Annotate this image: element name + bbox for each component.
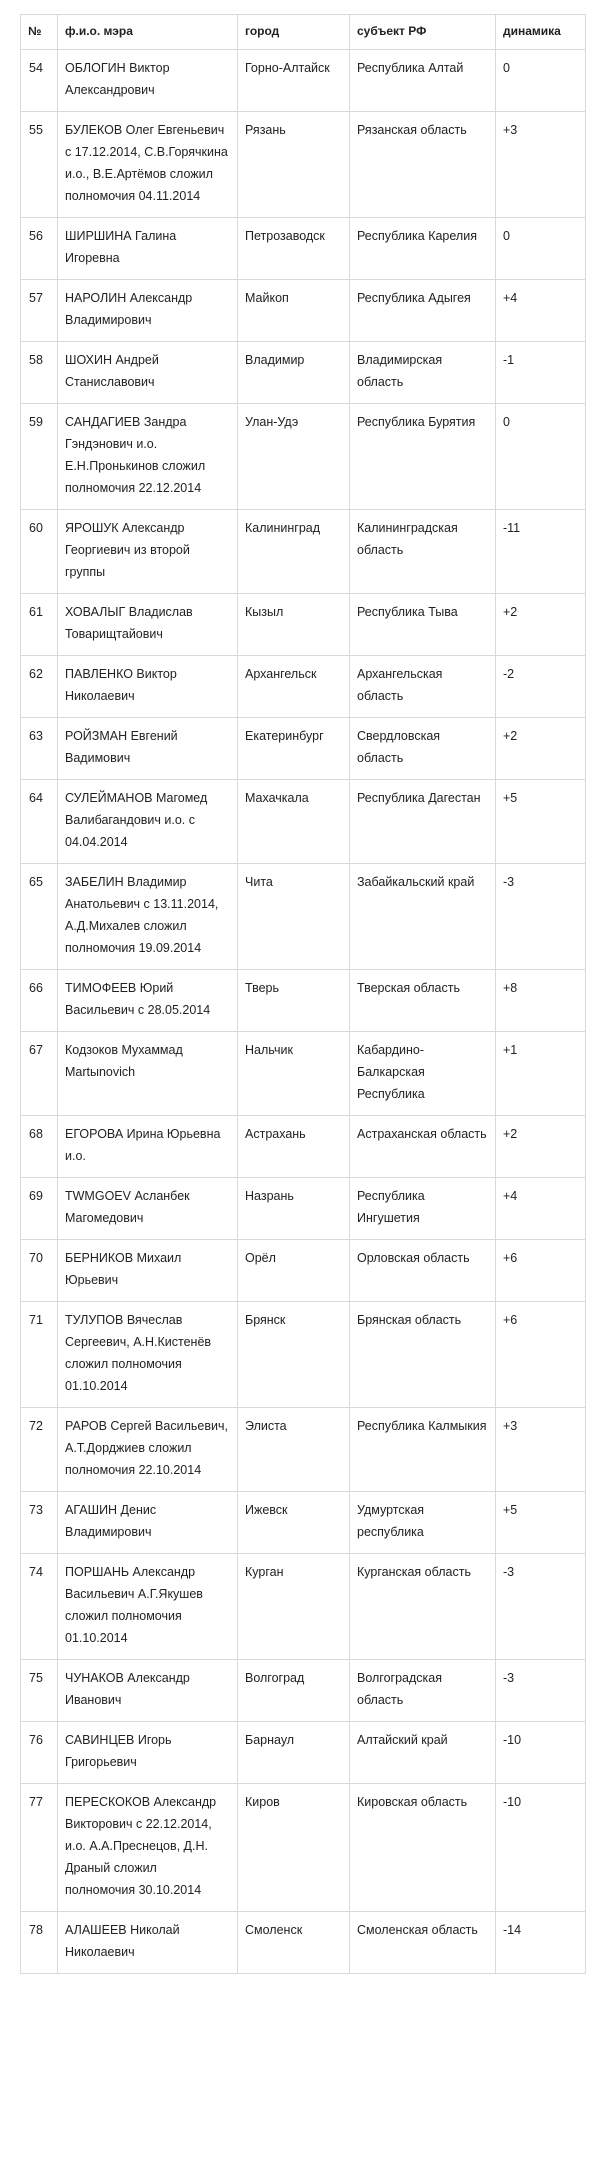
header-row [21, 15, 586, 50]
cell-dynamics: -3 [496, 1660, 586, 1722]
cell-city: Барнаул [238, 1722, 350, 1784]
table-row [21, 1116, 586, 1178]
cell-region: Республика Калмыкия [350, 1408, 496, 1492]
cell-city: Курган [238, 1554, 350, 1660]
cell-mayor-name: БЕРНИКОВ Михаил Юрьевич [58, 1240, 238, 1302]
cell-dynamics: +3 [496, 1408, 586, 1492]
cell-dynamics: +6 [496, 1302, 586, 1408]
cell-number: 76 [21, 1722, 58, 1784]
cell-dynamics: +5 [496, 1492, 586, 1554]
cell-region: Республика Карелия [350, 218, 496, 280]
cell-mayor-name: ОБЛОГИН Виктор Александрович [58, 50, 238, 112]
table-row [21, 780, 586, 864]
table-row [21, 112, 586, 218]
cell-city: Архангельск [238, 656, 350, 718]
table-row [21, 218, 586, 280]
cell-dynamics: +2 [496, 718, 586, 780]
cell-dynamics: +8 [496, 970, 586, 1032]
cell-region: Волгоградская область [350, 1660, 496, 1722]
cell-number: 71 [21, 1302, 58, 1408]
cell-mayor-name: ТИМОФЕЕВ Юрий Васильевич с 28.05.2014 [58, 970, 238, 1032]
cell-number: 59 [21, 404, 58, 510]
cell-dynamics: -3 [496, 864, 586, 970]
cell-number: 78 [21, 1912, 58, 1974]
cell-dynamics: -10 [496, 1722, 586, 1784]
table-row [21, 1032, 586, 1116]
cell-dynamics: -10 [496, 1784, 586, 1912]
cell-city: Петрозаводск [238, 218, 350, 280]
cell-number: 65 [21, 864, 58, 970]
cell-mayor-name: СУЛЕЙМАНОВ Магомед Валибагандович и.о. с 04.04.2014 [58, 780, 238, 864]
cell-dynamics: +5 [496, 780, 586, 864]
table-row [21, 1178, 586, 1240]
cell-mayor-name: ЧУНАКОВ Александр Иванович [58, 1660, 238, 1722]
cell-region: Кабардино-Балкарская Республика [350, 1032, 496, 1116]
table-row [21, 1492, 586, 1554]
cell-number: 58 [21, 342, 58, 404]
cell-dynamics: -1 [496, 342, 586, 404]
cell-number: 73 [21, 1492, 58, 1554]
cell-city: Рязань [238, 112, 350, 218]
table-row [21, 1660, 586, 1722]
cell-city: Екатеринбург [238, 718, 350, 780]
cell-mayor-name: ПАВЛЕНКО Виктор Николаевич [58, 656, 238, 718]
cell-city: Калининград [238, 510, 350, 594]
cell-number: 62 [21, 656, 58, 718]
cell-region: Калининградская область [350, 510, 496, 594]
cell-mayor-name: САВИНЦЕВ Игорь Григорьевич [58, 1722, 238, 1784]
cell-mayor-name: ТУЛУПОВ Вячеслав Сергеевич, А.Н.Кистенёв сложил полномочия 01.10.2014 [58, 1302, 238, 1408]
cell-region: Свердловская область [350, 718, 496, 780]
cell-number: 69 [21, 1178, 58, 1240]
table-row [21, 1302, 586, 1408]
cell-city: Кызыл [238, 594, 350, 656]
cell-mayor-name: ХОВАЛЫГ Владислав Товарищтайович [58, 594, 238, 656]
table-body [21, 50, 586, 1974]
cell-dynamics: 0 [496, 218, 586, 280]
cell-region: Республика Бурятия [350, 404, 496, 510]
table-row [21, 718, 586, 780]
cell-number: 61 [21, 594, 58, 656]
cell-number: 74 [21, 1554, 58, 1660]
mayors-table-container [20, 14, 585, 1974]
cell-region: Республика Тыва [350, 594, 496, 656]
table-row [21, 1240, 586, 1302]
cell-region: Республика Алтай [350, 50, 496, 112]
cell-dynamics: -2 [496, 656, 586, 718]
cell-region: Рязанская область [350, 112, 496, 218]
cell-city: Махачкала [238, 780, 350, 864]
cell-city: Орёл [238, 1240, 350, 1302]
cell-mayor-name: АЛАШЕЕВ Николай Николаевич [58, 1912, 238, 1974]
cell-mayor-name: РОЙЗМАН Евгений Вадимович [58, 718, 238, 780]
cell-region: Владимирская область [350, 342, 496, 404]
cell-dynamics: +2 [496, 1116, 586, 1178]
cell-mayor-name: ШОХИН Андрей Станиславович [58, 342, 238, 404]
cell-region: Республика Ингушетия [350, 1178, 496, 1240]
cell-city: Волгоград [238, 1660, 350, 1722]
cell-dynamics: 0 [496, 404, 586, 510]
cell-dynamics: +2 [496, 594, 586, 656]
table-row [21, 404, 586, 510]
cell-number: 68 [21, 1116, 58, 1178]
cell-number: 64 [21, 780, 58, 864]
cell-dynamics: +3 [496, 112, 586, 218]
cell-region: Кировская область [350, 1784, 496, 1912]
cell-city: Нальчик [238, 1032, 350, 1116]
cell-region: Архангельская область [350, 656, 496, 718]
cell-mayor-name: ШИРШИНА Галина Игоревна [58, 218, 238, 280]
cell-region: Смоленская область [350, 1912, 496, 1974]
cell-city: Ижевск [238, 1492, 350, 1554]
table-row [21, 594, 586, 656]
header-number: № [21, 15, 58, 50]
cell-region: Забайкальский край [350, 864, 496, 970]
cell-dynamics: -11 [496, 510, 586, 594]
cell-region: Орловская область [350, 1240, 496, 1302]
cell-region: Тверская область [350, 970, 496, 1032]
cell-mayor-name: Кодзоков Мухаммад Martыnovich [58, 1032, 238, 1116]
cell-number: 56 [21, 218, 58, 280]
cell-mayor-name: САНДАГИЕВ Зандра Гэндэнович и.о. Е.Н.Пронькинов сложил полномочия 22.12.2014 [58, 404, 238, 510]
cell-mayor-name: РАРОВ Сергей Васильевич, А.Т.Дорджиев сложил полномочия 22.10.2014 [58, 1408, 238, 1492]
cell-mayor-name: ЗАБЕЛИН Владимир Анатольевич с 13.11.2014, А.Д.Михалев сложил полномочия 19.09.2014 [58, 864, 238, 970]
cell-number: 63 [21, 718, 58, 780]
mayors-table [20, 14, 586, 1974]
table-row [21, 1554, 586, 1660]
table-row [21, 864, 586, 970]
header-region: субъект РФ [350, 15, 496, 50]
cell-dynamics: +4 [496, 1178, 586, 1240]
cell-city: Чита [238, 864, 350, 970]
table-row [21, 970, 586, 1032]
cell-mayor-name: ПОРШАНЬ Александр Васильевич А.Г.Якушев сложил полномочия 01.10.2014 [58, 1554, 238, 1660]
table-row [21, 280, 586, 342]
cell-city: Тверь [238, 970, 350, 1032]
cell-region: Республика Дагестан [350, 780, 496, 864]
cell-city: Элиста [238, 1408, 350, 1492]
header-mayor-name: ф.и.о. мэра [58, 15, 238, 50]
cell-number: 77 [21, 1784, 58, 1912]
table-row [21, 342, 586, 404]
table-row [21, 1784, 586, 1912]
cell-city: Майкоп [238, 280, 350, 342]
cell-mayor-name: АГАШИН Денис Владимирович [58, 1492, 238, 1554]
cell-city: Смоленск [238, 1912, 350, 1974]
cell-number: 57 [21, 280, 58, 342]
cell-dynamics: 0 [496, 50, 586, 112]
cell-region: Алтайский край [350, 1722, 496, 1784]
cell-city: Астрахань [238, 1116, 350, 1178]
cell-number: 66 [21, 970, 58, 1032]
cell-city: Улан-Удэ [238, 404, 350, 510]
cell-region: Удмуртская республика [350, 1492, 496, 1554]
cell-region: Курганская область [350, 1554, 496, 1660]
cell-city: Назрань [238, 1178, 350, 1240]
cell-mayor-name: БУЛЕКОВ Олег Евгеньевич с 17.12.2014, С.В.Горячкина и.о., В.Е.Артёмов сложил полномочия 04.11.2014 [58, 112, 238, 218]
cell-dynamics: -3 [496, 1554, 586, 1660]
table-row [21, 1722, 586, 1784]
cell-mayor-name: ЯРОШУК Александр Георгиевич из второй группы [58, 510, 238, 594]
table-row [21, 1408, 586, 1492]
cell-mayor-name: TWMGOEV Асланбек Магомедович [58, 1178, 238, 1240]
header-city: город [238, 15, 350, 50]
table-row [21, 656, 586, 718]
cell-mayor-name: ПЕРЕСКОКОВ Александр Викторович с 22.12.2014, и.о. А.А.Преснецов, Д.Н. Драный сложил полномочия 30.10.2014 [58, 1784, 238, 1912]
cell-mayor-name: НАРОЛИН Александр Владимирович [58, 280, 238, 342]
cell-number: 60 [21, 510, 58, 594]
table-row [21, 1912, 586, 1974]
table-row [21, 50, 586, 112]
cell-city: Брянск [238, 1302, 350, 1408]
header-dynamics: динамика [496, 15, 586, 50]
cell-number: 72 [21, 1408, 58, 1492]
cell-city: Горно-Алтайск [238, 50, 350, 112]
cell-city: Владимир [238, 342, 350, 404]
cell-dynamics: +1 [496, 1032, 586, 1116]
cell-region: Республика Адыгея [350, 280, 496, 342]
cell-dynamics: +6 [496, 1240, 586, 1302]
cell-region: Брянская область [350, 1302, 496, 1408]
cell-city: Киров [238, 1784, 350, 1912]
cell-number: 54 [21, 50, 58, 112]
cell-number: 75 [21, 1660, 58, 1722]
cell-dynamics: -14 [496, 1912, 586, 1974]
cell-mayor-name: ЕГОРОВА Ирина Юрьевна и.о. [58, 1116, 238, 1178]
cell-number: 67 [21, 1032, 58, 1116]
cell-region: Астраханская область [350, 1116, 496, 1178]
cell-dynamics: +4 [496, 280, 586, 342]
table-header [21, 15, 586, 50]
cell-number: 70 [21, 1240, 58, 1302]
table-row [21, 510, 586, 594]
cell-number: 55 [21, 112, 58, 218]
